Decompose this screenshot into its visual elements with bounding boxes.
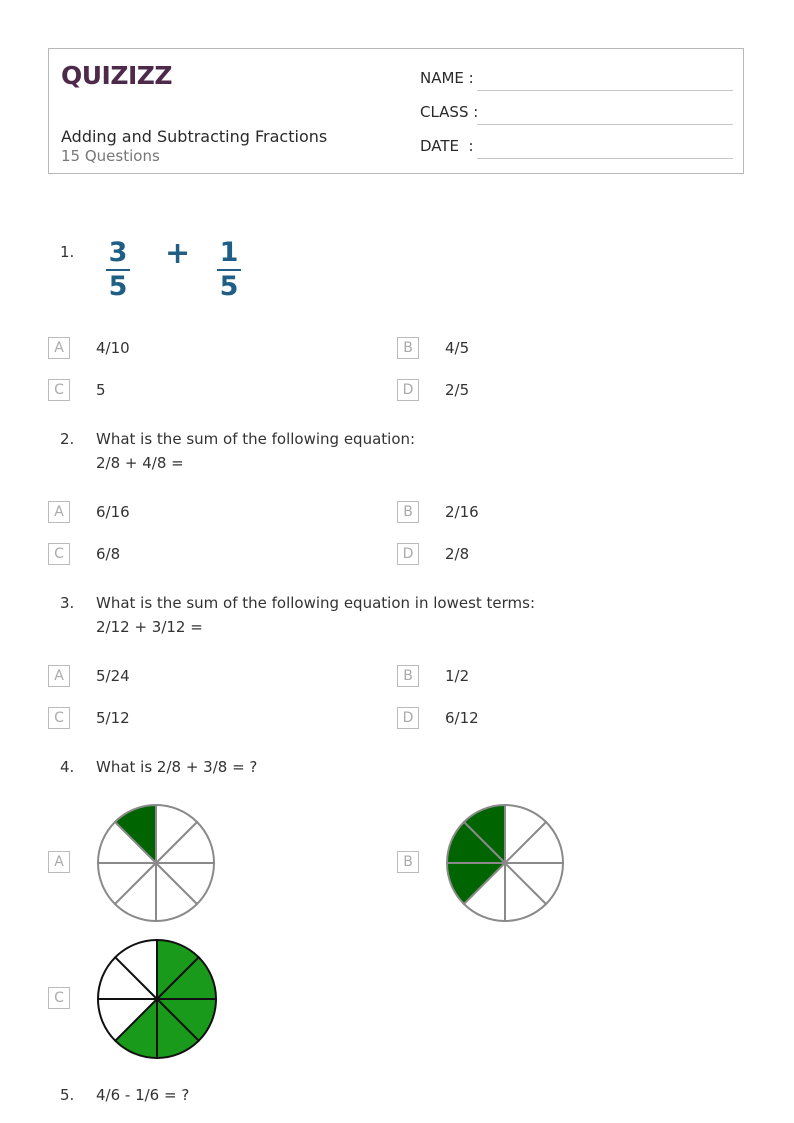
option-d-text: 2/8 xyxy=(445,545,470,563)
question-text: What is 2/8 + 3/8 = ? xyxy=(96,758,258,776)
plus-operator: + xyxy=(165,236,191,271)
date-label: DATE : xyxy=(420,137,474,155)
option-c-box[interactable]: C xyxy=(48,987,70,1009)
question-number: 4. xyxy=(60,758,75,776)
fraction-three-fifths xyxy=(106,238,130,302)
pie-option-b xyxy=(445,803,565,923)
option-c-box[interactable]: C xyxy=(48,379,70,401)
option-d-text: 6/12 xyxy=(445,709,479,727)
name-label: NAME : xyxy=(420,69,474,87)
option-a-text: 4/10 xyxy=(96,339,130,357)
pie-option-a xyxy=(96,803,216,923)
option-c-text: 6/8 xyxy=(96,545,121,563)
option-c-box[interactable]: C xyxy=(48,707,70,729)
question-text: 4/6 - 1/6 = ? xyxy=(96,1086,190,1104)
date-line[interactable] xyxy=(477,157,733,159)
class-label: CLASS : xyxy=(420,103,479,121)
question-text xyxy=(96,591,535,639)
question-number: 1. xyxy=(60,243,75,261)
option-d-box[interactable]: D xyxy=(397,543,419,565)
name-line[interactable] xyxy=(477,89,733,91)
question-line: 2/8 + 4/8 = xyxy=(96,454,184,472)
option-a-text: 6/16 xyxy=(96,503,130,521)
denominator: 5 xyxy=(108,271,128,302)
option-c-text: 5/12 xyxy=(96,709,130,727)
quizizz-logo: QUIZIZZ xyxy=(61,61,173,90)
option-b-text: 1/2 xyxy=(445,667,470,685)
question-line: What is the sum of the following equation in lowest terms: xyxy=(96,594,536,612)
option-d-box[interactable]: D xyxy=(397,707,419,729)
question-number: 2. xyxy=(60,430,75,448)
numerator: 3 xyxy=(108,237,128,268)
option-b-box[interactable]: B xyxy=(397,851,419,873)
numerator: 1 xyxy=(219,237,239,268)
question-text xyxy=(96,427,415,475)
pie-option-c xyxy=(96,938,218,1060)
worksheet-title: Adding and Subtracting Fractions xyxy=(61,127,328,146)
question-count: 15 Questions xyxy=(61,147,160,165)
option-c-box[interactable]: C xyxy=(48,543,70,565)
fraction-one-fifth xyxy=(217,238,241,302)
option-b-text: 2/16 xyxy=(445,503,479,521)
option-d-box[interactable]: D xyxy=(397,379,419,401)
option-b-box[interactable]: B xyxy=(397,337,419,359)
question-line: What is the sum of the following equation: xyxy=(96,430,416,448)
question-number: 5. xyxy=(60,1086,75,1104)
option-a-box[interactable]: A xyxy=(48,501,70,523)
question-number: 3. xyxy=(60,594,75,612)
option-b-text: 4/5 xyxy=(445,339,470,357)
option-a-box[interactable]: A xyxy=(48,665,70,687)
option-c-text: 5 xyxy=(96,381,106,399)
option-d-text: 2/5 xyxy=(445,381,470,399)
question-line: 2/12 + 3/12 = xyxy=(96,618,203,636)
option-b-box[interactable]: B xyxy=(397,501,419,523)
option-a-text: 5/24 xyxy=(96,667,130,685)
option-a-box[interactable]: A xyxy=(48,851,70,873)
option-b-box[interactable]: B xyxy=(397,665,419,687)
option-a-box[interactable]: A xyxy=(48,337,70,359)
worksheet-header xyxy=(48,48,744,174)
class-line[interactable] xyxy=(477,123,733,125)
denominator: 5 xyxy=(219,271,239,302)
